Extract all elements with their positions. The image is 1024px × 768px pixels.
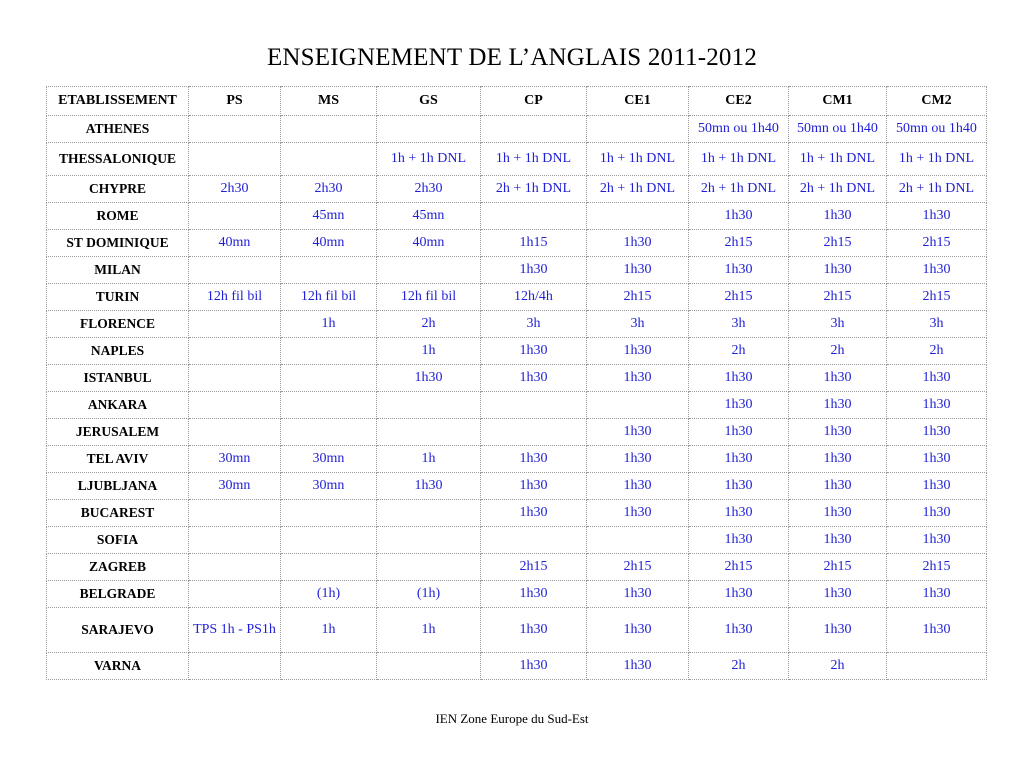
hours-cell [189, 392, 281, 419]
school-name-cell: SARAJEVO [47, 608, 189, 653]
hours-cell [189, 365, 281, 392]
column-header-cp: CP [481, 87, 587, 116]
hours-cell [377, 653, 481, 680]
hours-cell: 45mn [281, 203, 377, 230]
hours-cell: 1h30 [587, 230, 689, 257]
column-header-ps: PS [189, 87, 281, 116]
hours-cell: 2h15 [587, 554, 689, 581]
table-row [47, 143, 987, 176]
hours-cell: 2h30 [281, 176, 377, 203]
hours-cell [377, 554, 481, 581]
hours-cell: 1h30 [689, 473, 789, 500]
hours-cell: 2h [789, 338, 887, 365]
hours-cell [281, 392, 377, 419]
hours-cell: 1h30 [587, 500, 689, 527]
table-row [47, 653, 987, 680]
hours-cell: 1h30 [789, 203, 887, 230]
hours-cell: 2h15 [481, 554, 587, 581]
table-row [47, 365, 987, 392]
hours-cell [281, 365, 377, 392]
hours-cell: 1h30 [481, 581, 587, 608]
hours-cell [281, 338, 377, 365]
hours-cell: 12h fil bil [377, 284, 481, 311]
hours-cell [189, 419, 281, 446]
column-header-ms: MS [281, 87, 377, 116]
hours-cell: 1h [281, 311, 377, 338]
hours-cell [481, 116, 587, 143]
hours-cell: 1h30 [587, 653, 689, 680]
hours-cell [281, 257, 377, 284]
hours-cell: 1h [377, 608, 481, 653]
hours-cell: 1h30 [789, 608, 887, 653]
hours-cell: 1h30 [887, 257, 987, 284]
hours-cell: 1h15 [481, 230, 587, 257]
hours-cell: 1h30 [887, 500, 987, 527]
hours-cell: 1h30 [481, 653, 587, 680]
hours-cell [481, 203, 587, 230]
footer-text: IEN Zone Europe du Sud-Est [435, 711, 589, 726]
hours-cell [377, 419, 481, 446]
table-row [47, 473, 987, 500]
hours-cell: 1h30 [887, 392, 987, 419]
hours-cell [189, 116, 281, 143]
hours-cell: 2h [377, 311, 481, 338]
hours-cell: 1h30 [887, 419, 987, 446]
school-name-cell: FLORENCE [47, 311, 189, 338]
hours-cell [587, 203, 689, 230]
hours-cell: 2h15 [789, 554, 887, 581]
hours-cell: 1h30 [789, 500, 887, 527]
hours-cell: 2h15 [587, 284, 689, 311]
hours-cell: 12h/4h [481, 284, 587, 311]
hours-cell: 1h30 [789, 527, 887, 554]
hours-cell: 1h30 [887, 473, 987, 500]
table-row [47, 581, 987, 608]
hours-cell: 3h [789, 311, 887, 338]
school-name-cell: SOFIA [47, 527, 189, 554]
hours-cell: 1h30 [587, 365, 689, 392]
hours-cell: 2h [887, 338, 987, 365]
hours-cell: 2h15 [689, 284, 789, 311]
column-header-cm1: CM1 [789, 87, 887, 116]
school-name-cell: LJUBLJANA [47, 473, 189, 500]
hours-cell: 1h30 [587, 419, 689, 446]
hours-cell: TPS 1h - PS1h [189, 608, 281, 653]
school-name-cell: VARNA [47, 653, 189, 680]
hours-cell [189, 311, 281, 338]
hours-cell: 1h30 [689, 446, 789, 473]
hours-cell: 2h15 [789, 230, 887, 257]
hours-cell [189, 527, 281, 554]
hours-cell: 1h30 [789, 473, 887, 500]
hours-cell: 1h30 [887, 608, 987, 653]
hours-cell [189, 203, 281, 230]
hours-cell: 1h30 [689, 365, 789, 392]
hours-cell: 2h + 1h DNL [789, 176, 887, 203]
hours-cell [189, 653, 281, 680]
hours-cell [481, 392, 587, 419]
school-name-cell: TEL AVIV [47, 446, 189, 473]
hours-cell [377, 116, 481, 143]
hours-cell: 2h15 [887, 554, 987, 581]
hours-cell [281, 653, 377, 680]
hours-cell: 1h30 [689, 608, 789, 653]
school-name-cell: ATHENES [47, 116, 189, 143]
hours-cell [281, 527, 377, 554]
table-row [47, 176, 987, 203]
school-name-cell: ISTANBUL [47, 365, 189, 392]
hours-cell: 3h [587, 311, 689, 338]
table-row [47, 338, 987, 365]
table-row [47, 116, 987, 143]
hours-cell [189, 257, 281, 284]
hours-cell: 1h30 [481, 500, 587, 527]
hours-cell: 50mn ou 1h40 [887, 116, 987, 143]
hours-cell [189, 554, 281, 581]
hours-cell [281, 143, 377, 176]
hours-cell [887, 653, 987, 680]
hours-cell: 2h15 [789, 284, 887, 311]
hours-cell [281, 500, 377, 527]
schedule-table [46, 86, 987, 680]
table-row [47, 419, 987, 446]
column-header-etablissement: ETABLISSEMENT [47, 87, 189, 116]
column-header-ce1: CE1 [587, 87, 689, 116]
hours-cell [587, 116, 689, 143]
hours-cell [377, 527, 481, 554]
hours-cell: 30mn [189, 473, 281, 500]
hours-cell [587, 392, 689, 419]
header-row [47, 87, 987, 116]
hours-cell: 1h30 [789, 365, 887, 392]
hours-cell: 40mn [281, 230, 377, 257]
hours-cell: 1h30 [887, 446, 987, 473]
hours-cell: 1h30 [689, 419, 789, 446]
hours-cell [281, 116, 377, 143]
school-name-cell: THESSALONIQUE [47, 143, 189, 176]
hours-cell: 3h [689, 311, 789, 338]
hours-cell: 2h + 1h DNL [689, 176, 789, 203]
hours-cell [189, 500, 281, 527]
page-title: ENSEIGNEMENT DE L’ANGLAIS 2011-2012 [266, 44, 758, 71]
hours-cell: 1h30 [587, 473, 689, 500]
hours-cell: 12h fil bil [281, 284, 377, 311]
school-name-cell: ROME [47, 203, 189, 230]
hours-cell: 2h + 1h DNL [481, 176, 587, 203]
hours-cell: 2h30 [189, 176, 281, 203]
hours-cell: 1h30 [587, 338, 689, 365]
hours-cell: 1h + 1h DNL [689, 143, 789, 176]
table-row [47, 284, 987, 311]
hours-cell: 1h30 [887, 365, 987, 392]
hours-cell: 12h fil bil [189, 284, 281, 311]
hours-cell: 1h30 [689, 392, 789, 419]
hours-cell [377, 392, 481, 419]
hours-cell: 1h30 [377, 473, 481, 500]
hours-cell [481, 527, 587, 554]
hours-cell: 1h30 [689, 581, 789, 608]
school-name-cell: BELGRADE [47, 581, 189, 608]
hours-cell: 40mn [189, 230, 281, 257]
hours-cell: 50mn ou 1h40 [789, 116, 887, 143]
hours-cell: 1h30 [789, 446, 887, 473]
hours-cell: 2h30 [377, 176, 481, 203]
hours-cell [587, 527, 689, 554]
hours-cell: 40mn [377, 230, 481, 257]
hours-cell: 1h30 [887, 581, 987, 608]
hours-cell: 2h15 [887, 284, 987, 311]
table-row [47, 392, 987, 419]
hours-cell: 1h [281, 608, 377, 653]
school-name-cell: BUCAREST [47, 500, 189, 527]
school-name-cell: JERUSALEM [47, 419, 189, 446]
hours-cell: 45mn [377, 203, 481, 230]
hours-cell: 1h + 1h DNL [887, 143, 987, 176]
hours-cell: (1h) [377, 581, 481, 608]
hours-cell [189, 143, 281, 176]
school-name-cell: TURIN [47, 284, 189, 311]
hours-cell: 1h30 [689, 257, 789, 284]
hours-cell [189, 581, 281, 608]
school-name-cell: MILAN [47, 257, 189, 284]
school-name-cell: NAPLES [47, 338, 189, 365]
school-name-cell: ZAGREB [47, 554, 189, 581]
hours-cell: 1h30 [587, 581, 689, 608]
hours-cell: 1h30 [789, 419, 887, 446]
hours-cell: 2h [689, 338, 789, 365]
hours-cell: 1h30 [689, 500, 789, 527]
hours-cell: 1h30 [789, 392, 887, 419]
hours-cell: 1h + 1h DNL [481, 143, 587, 176]
hours-cell: 2h + 1h DNL [587, 176, 689, 203]
hours-cell: 1h30 [481, 446, 587, 473]
hours-cell: 1h [377, 446, 481, 473]
hours-cell: 1h + 1h DNL [789, 143, 887, 176]
hours-cell: 1h30 [481, 338, 587, 365]
hours-cell: 1h30 [481, 473, 587, 500]
hours-cell: 1h30 [587, 608, 689, 653]
hours-cell: 2h15 [689, 554, 789, 581]
hours-cell: 1h + 1h DNL [587, 143, 689, 176]
hours-cell: 3h [481, 311, 587, 338]
table-row [47, 446, 987, 473]
table-row [47, 500, 987, 527]
hours-cell: 1h30 [689, 527, 789, 554]
hours-cell: 3h [887, 311, 987, 338]
hours-cell: 2h15 [887, 230, 987, 257]
table-row [47, 554, 987, 581]
hours-cell: 1h30 [887, 527, 987, 554]
hours-cell: 1h30 [481, 257, 587, 284]
table-row [47, 257, 987, 284]
school-name-cell: CHYPRE [47, 176, 189, 203]
table-row [47, 608, 987, 653]
table-body [47, 116, 987, 680]
hours-cell: 1h + 1h DNL [377, 143, 481, 176]
hours-cell: 1h30 [587, 446, 689, 473]
table-row [47, 230, 987, 257]
hours-cell [281, 419, 377, 446]
hours-cell [377, 500, 481, 527]
hours-cell: 30mn [189, 446, 281, 473]
hours-cell: 1h [377, 338, 481, 365]
hours-cell: 2h + 1h DNL [887, 176, 987, 203]
hours-cell [189, 338, 281, 365]
hours-cell: 2h [689, 653, 789, 680]
hours-cell [481, 419, 587, 446]
column-header-cm2: CM2 [887, 87, 987, 116]
hours-cell: 30mn [281, 446, 377, 473]
hours-cell: 1h30 [587, 257, 689, 284]
hours-cell: 1h30 [689, 203, 789, 230]
hours-cell: 1h30 [789, 257, 887, 284]
school-name-cell: ANKARA [47, 392, 189, 419]
hours-cell: 1h30 [481, 365, 587, 392]
hours-cell: 1h30 [481, 608, 587, 653]
hours-cell: (1h) [281, 581, 377, 608]
hours-cell: 30mn [281, 473, 377, 500]
hours-cell [281, 554, 377, 581]
hours-cell: 1h30 [377, 365, 481, 392]
hours-cell: 2h15 [689, 230, 789, 257]
column-header-gs: GS [377, 87, 481, 116]
hours-cell: 50mn ou 1h40 [689, 116, 789, 143]
column-header-ce2: CE2 [689, 87, 789, 116]
hours-cell: 1h30 [887, 203, 987, 230]
table-row [47, 203, 987, 230]
table-row [47, 311, 987, 338]
school-name-cell: ST DOMINIQUE [47, 230, 189, 257]
hours-cell: 2h [789, 653, 887, 680]
hours-cell [377, 257, 481, 284]
hours-cell: 1h30 [789, 581, 887, 608]
table-row [47, 527, 987, 554]
